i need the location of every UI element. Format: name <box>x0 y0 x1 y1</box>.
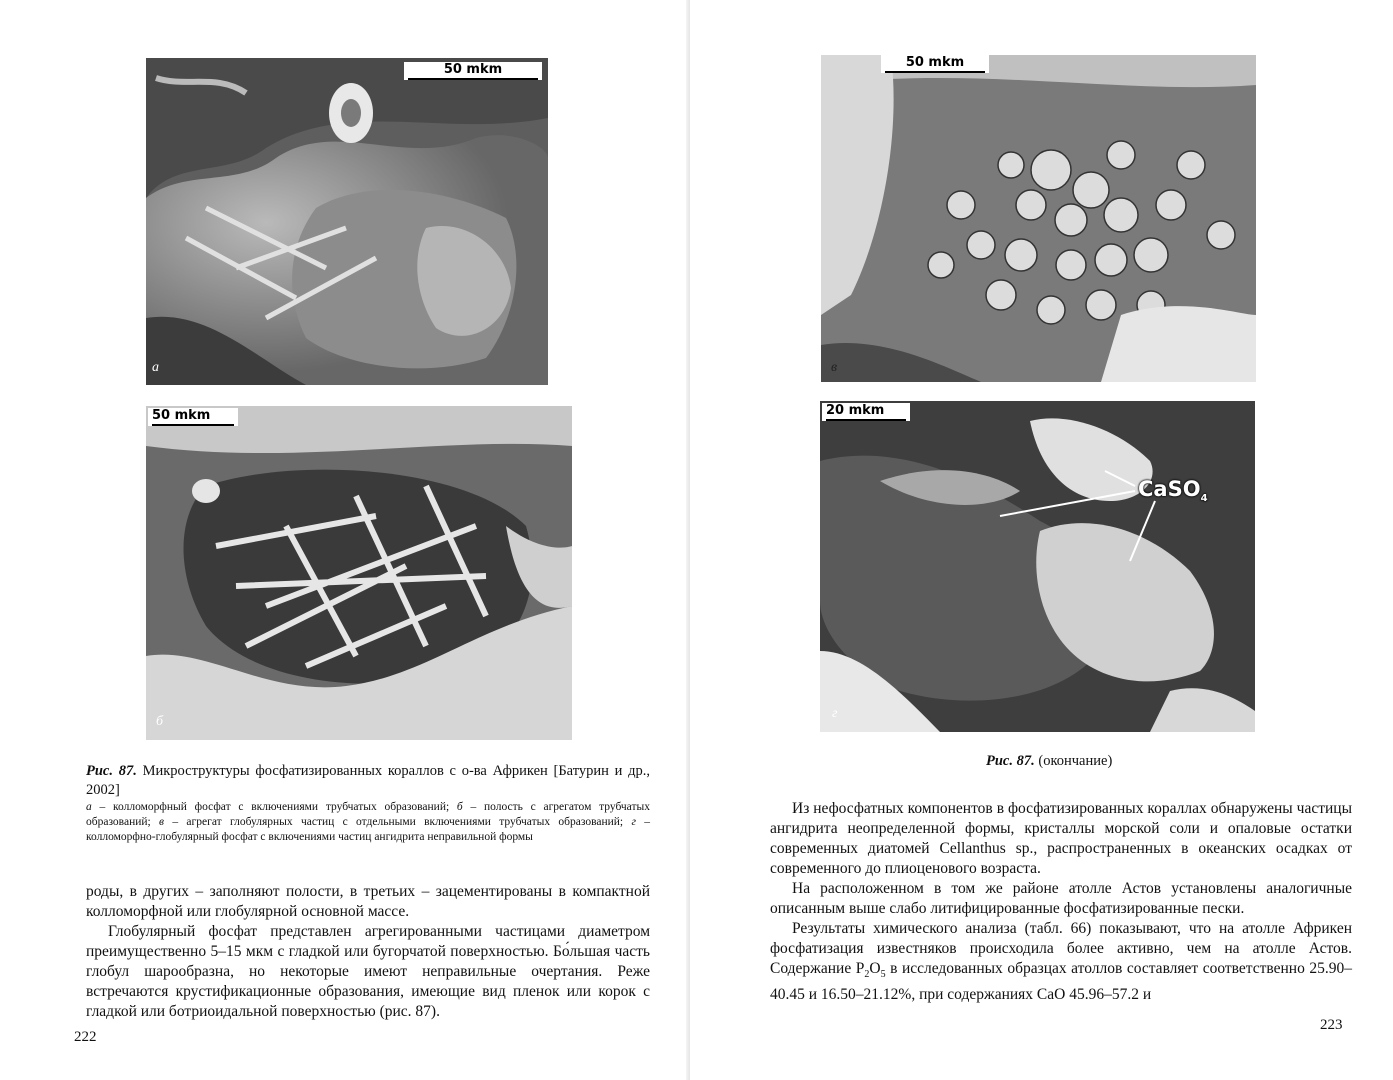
figure-photo-a <box>146 58 548 385</box>
panel-letter-a: а <box>152 360 159 375</box>
scale-bar-a <box>404 62 542 80</box>
panel-letter-g: г <box>832 706 838 721</box>
scale-bar-g <box>822 403 910 421</box>
legend-letter-g: г <box>631 816 636 828</box>
paragraph: Глобулярный фосфат представлен агрегированными частицами диаметром преимущественно 5–15 мкм с гладкой или бугорчатой поверхностью. Бо́льшая часть глобул шарообразна, но некоторые имеют неправильные очертания. Реже встречаются крустификационные образования, имеющие вид пленок или корок с гладкой или ботриоидальной поверхностью (рис. 87). <box>86 923 650 1020</box>
body-text-right <box>770 799 1352 1005</box>
scale-label-g: 20 mkm <box>826 403 885 418</box>
legend-letter-b: б <box>456 801 463 813</box>
p3-sub-2: 5 <box>880 969 886 981</box>
body-text-left <box>86 882 650 1022</box>
panel-letter-b: б <box>156 714 164 729</box>
figure-photo-b <box>146 406 572 740</box>
scale-label-a: 50 mkm <box>443 62 503 77</box>
caso4-sub: 4 <box>1200 493 1208 505</box>
scale-bar-b <box>148 408 238 426</box>
caso4-annotation <box>1138 477 1208 504</box>
left-page <box>0 0 690 1080</box>
scale-label-v: 50 mkm <box>905 55 965 70</box>
caption-legend <box>86 800 650 845</box>
figure-photo-g <box>820 401 1255 732</box>
caption-label-right: Рис. 87. <box>986 753 1035 769</box>
panel-letter-v: в <box>831 360 838 375</box>
legend-text-a: – колломорфный фосфат с включениями трубчатых образований; <box>91 801 457 813</box>
figure-caption-right <box>986 752 1246 771</box>
paragraph: Из нефосфатных компонентов в фосфатизированных кораллах обнаружены частицы ангидрита неопределенной формы, кристаллы морской соли и опаловые остатки современных диатомей Cellanthus sp., распространенных в океанских осадках от современного до плиоценового возраста. <box>770 800 1352 877</box>
p3-part-c: в исследованных образцах атоллов составляет соответственно 25.90–40.45 и 16.50–21.12%, при содержаниях CaO 45.96–57.2 и <box>770 960 1352 1004</box>
caption-label-left: Рис. 87. <box>86 763 137 779</box>
figure-photo-v <box>821 55 1256 382</box>
caption-text-right: (окончание) <box>1038 753 1113 769</box>
page-number-right: 223 <box>1320 1017 1343 1033</box>
p3-part-b: O <box>869 960 881 977</box>
paragraph: На расположенном в том же районе атолле Астов установлены аналогичные описанным выше слабо литифицированные фосфатизированные пески. <box>770 880 1352 917</box>
scale-label-b: 50 mkm <box>152 408 211 423</box>
legend-text-v: – агрегат глобулярных частиц с отдельными включениями трубчатых образований; <box>164 816 632 828</box>
p3-part-a: Результаты химического анализа (табл. 66) показывают, что на атолле Африкен фосфатизация известняков происходила более активно, чем на атолле Астов. Содержание P <box>770 920 1352 977</box>
scale-bar-v <box>881 55 989 73</box>
figure-caption-left <box>86 762 650 800</box>
legend-letter-v: в <box>159 816 165 828</box>
page-number-left: 222 <box>74 1029 97 1045</box>
legend-text-g: – колломорфно-глобулярный фосфат с включениями частиц ангидрита неправильной формы <box>86 816 651 843</box>
p3-sub-1: 2 <box>864 969 870 981</box>
paragraph: роды, в других – заполняют полости, в третьих – зацементированы в компактной колломорфной или глобулярной основной массе. <box>86 883 650 920</box>
legend-letter-a: а <box>86 801 92 813</box>
caption-title-left: Микроструктуры фосфатизированных кораллов с о-ва Африкен [Батурин и др., 2002] <box>86 763 651 798</box>
right-page <box>690 0 1393 1080</box>
caso4-main: CaSO <box>1138 477 1201 501</box>
legend-text-b: – полость с агрегатом трубчатых образований; <box>86 801 650 828</box>
paragraph <box>770 919 1352 1005</box>
